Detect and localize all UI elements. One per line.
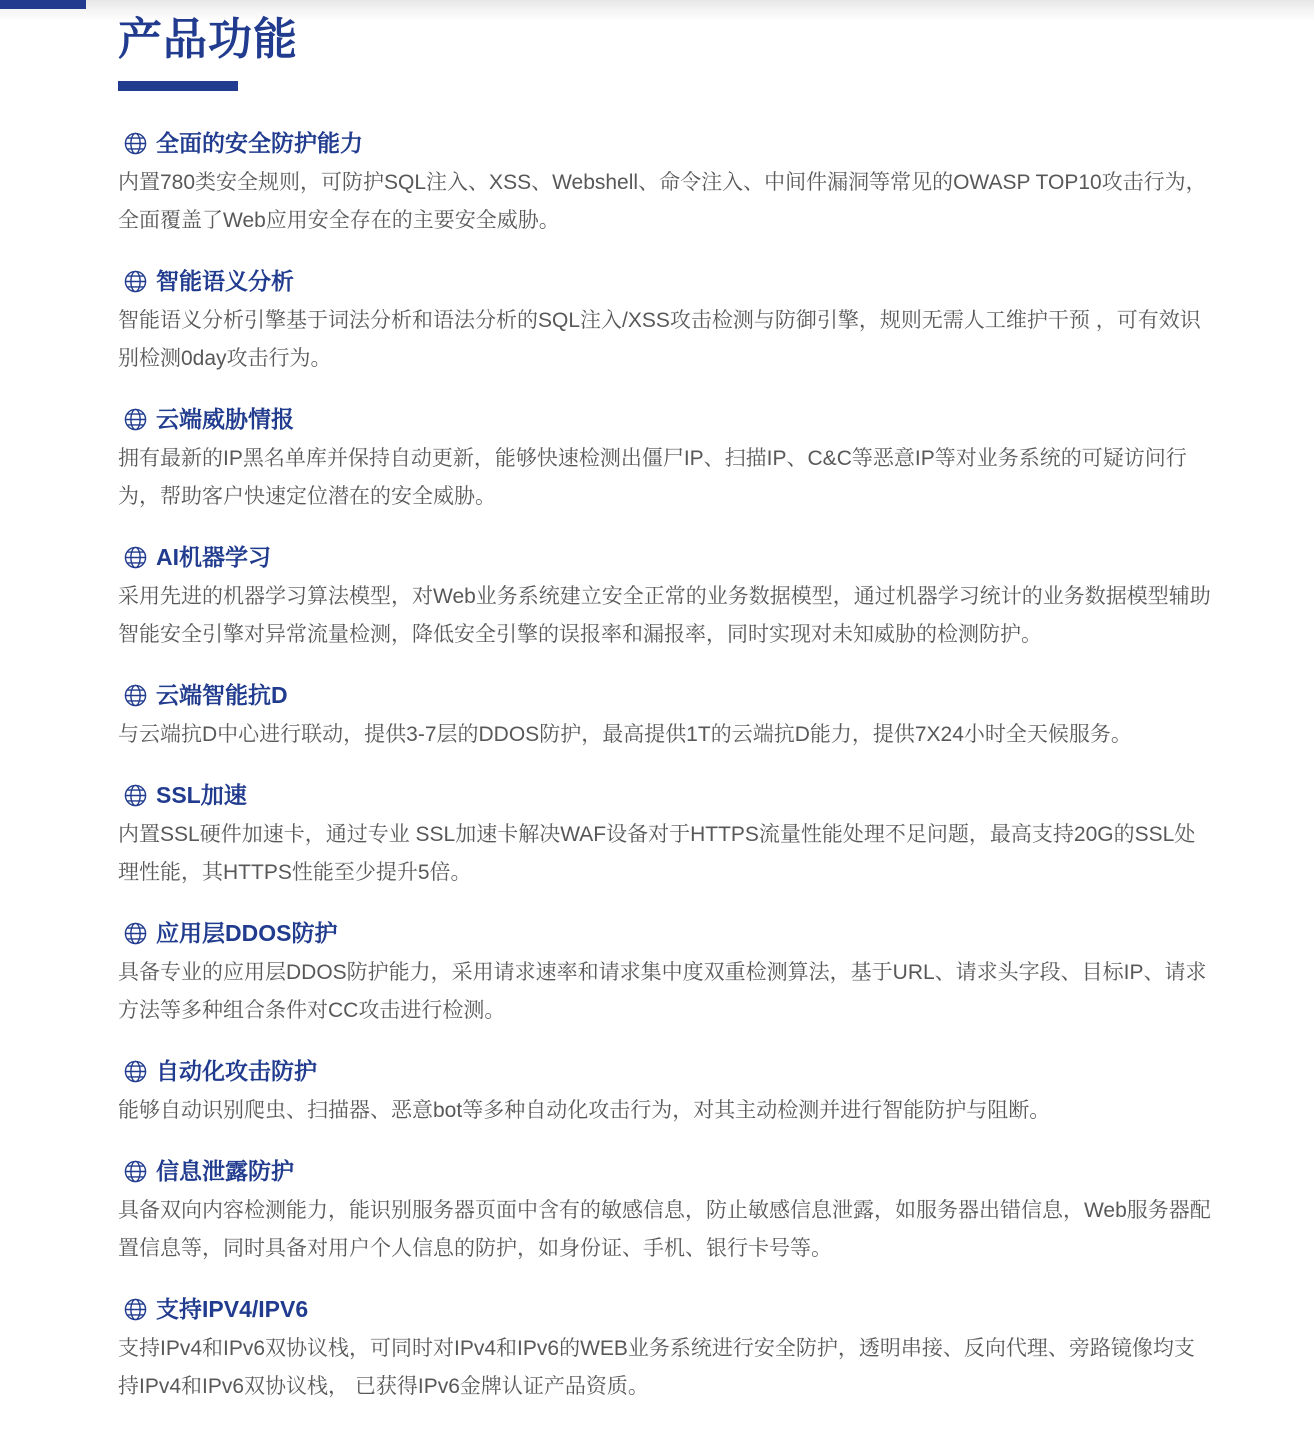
feature-heading — [124, 682, 1214, 708]
feature-heading-label: 智能语义分析 — [156, 268, 294, 294]
feature-body: 内置SSL硬件加速卡，通过专业 SSL加速卡解决WAF设备对于HTTPS流量性能处理不足问题，最高支持20G的SSL处理性能，其HTTPS性能至少提升5倍。 — [118, 823, 1196, 884]
feature-heading-label: 支持IPV4/IPV6 — [156, 1296, 309, 1322]
feature-item — [118, 406, 1214, 516]
feature-body: 采用先进的机器学习算法模型，对Web业务系统建立安全正常的业务数据模型，通过机器学习统计的业务数据模型辅助智能安全引擎对异常流量检测，降低安全引擎的误报率和漏报率，同时实现对未知威胁的检测防护。 — [118, 585, 1211, 646]
feature-heading-label: 全面的安全防护能力 — [156, 130, 363, 156]
globe-icon — [124, 784, 147, 807]
feature-item — [118, 920, 1214, 1030]
feature-heading-label: AI机器学习 — [156, 544, 271, 570]
feature-body: 具备双向内容检测能力，能识别服务器页面中含有的敏感信息，防止敏感信息泄露，如服务器出错信息，Web服务器配置信息等，同时具备对用户个人信息的防护，如身份证、手机、银行卡号等。 — [118, 1199, 1211, 1260]
feature-body: 内置780类安全规则，可防护SQL注入、XSS、Webshell、命令注入、中间件漏洞等常见的OWASP TOP10攻击行为，全面覆盖了Web应用安全存在的主要安全威胁。 — [118, 171, 1207, 232]
feature-item — [118, 782, 1214, 892]
title-underline — [118, 81, 238, 91]
feature-heading-label: 自动化攻击防护 — [156, 1058, 317, 1084]
feature-heading — [124, 920, 1214, 946]
feature-heading-label: 云端智能抗D — [156, 682, 288, 708]
feature-heading — [124, 544, 1214, 570]
feature-heading — [124, 782, 1214, 808]
feature-item — [118, 1158, 1214, 1268]
feature-item — [118, 130, 1214, 240]
feature-item — [118, 1296, 1214, 1406]
feature-body: 能够自动识别爬虫、扫描器、恶意bot等多种自动化攻击行为，对其主动检测并进行智能防护与阻断。 — [118, 1099, 1051, 1122]
feature-heading-label: 云端威胁情报 — [156, 406, 294, 432]
feature-heading-label: 信息泄露防护 — [156, 1158, 294, 1184]
feature-heading-label: SSL加速 — [156, 782, 247, 808]
feature-heading — [124, 130, 1214, 156]
feature-list — [118, 130, 1214, 1406]
feature-heading — [124, 1158, 1214, 1184]
globe-icon — [124, 1160, 147, 1183]
feature-body: 拥有最新的IP黑名单库并保持自动更新，能够快速检测出僵尸IP、扫描IP、C&C等恶意IP等对业务系统的可疑访问行为，帮助客户快速定位潜在的安全威胁。 — [118, 447, 1187, 508]
feature-heading — [124, 268, 1214, 294]
feature-heading — [124, 1058, 1214, 1084]
globe-icon — [124, 922, 147, 945]
globe-icon — [124, 132, 147, 155]
feature-heading-label: 应用层DDOS防护 — [156, 920, 338, 946]
feature-item — [118, 682, 1214, 754]
feature-heading — [124, 406, 1214, 432]
globe-icon — [124, 270, 147, 293]
page-title: 产品功能 — [118, 15, 298, 64]
feature-body: 具备专业的应用层DDOS防护能力，采用请求速率和请求集中度双重检测算法，基于URL、请求头字段、目标IP、请求方法等多种组合条件对CC攻击进行检测。 — [118, 961, 1207, 1022]
globe-icon — [124, 1298, 147, 1321]
feature-item — [118, 268, 1214, 378]
feature-heading — [124, 1296, 1214, 1322]
feature-item — [118, 544, 1214, 654]
feature-body: 智能语义分析引擎基于词法分析和语法分析的SQL注入/XSS攻击检测与防御引擎，规则无需人工维护干预 ，可有效识别检测0day攻击行为。 — [118, 309, 1201, 370]
globe-icon — [124, 546, 147, 569]
globe-icon — [124, 408, 147, 431]
feature-body: 支持IPv4和IPv6双协议栈，可同时对IPv4和IPv6的WEB业务系统进行安全防护，透明串接、反向代理、旁路镜像均支持IPv4和IPv6双协议栈， 已获得IPv6金牌认证产品资质。 — [118, 1337, 1195, 1398]
feature-item — [118, 1058, 1214, 1130]
globe-icon — [124, 1060, 147, 1083]
feature-body: 与云端抗D中心进行联动，提供3-7层的DDOS防护，最高提供1T的云端抗D能力，提供7X24小时全天候服务。 — [118, 723, 1132, 746]
globe-icon — [124, 684, 147, 707]
